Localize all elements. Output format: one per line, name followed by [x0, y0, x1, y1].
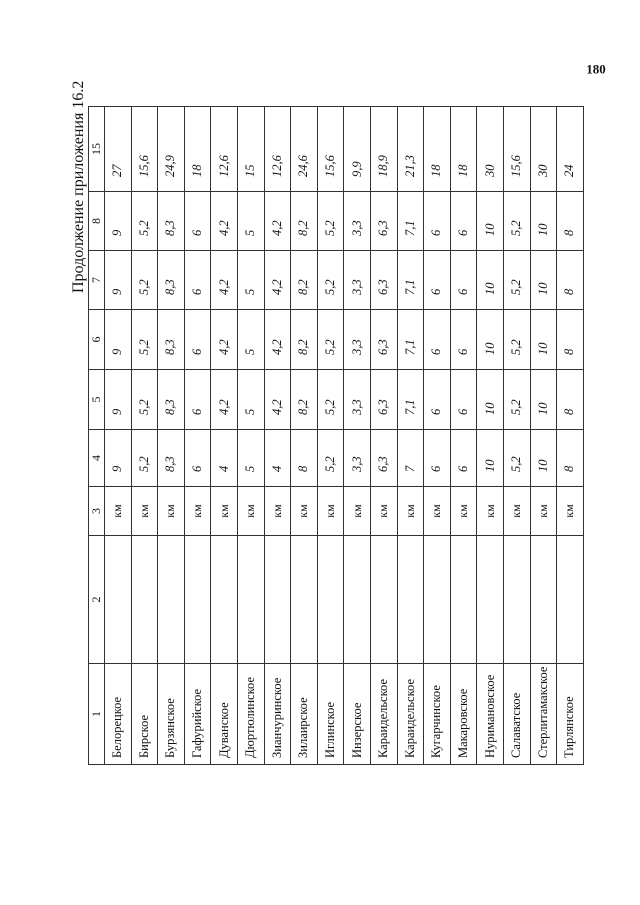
table-row: [105, 107, 132, 765]
value-cell: 6: [424, 370, 451, 430]
table-row: [158, 107, 185, 765]
col-header-6: 6: [89, 310, 105, 370]
value-cell: 8: [557, 310, 584, 370]
forestry-name-cell: Зианчуринское: [264, 664, 291, 765]
value-cell: 7,1: [397, 310, 424, 370]
value-cell: 7,1: [397, 370, 424, 430]
value-cell: 9: [105, 251, 132, 310]
empty-cell: [317, 536, 344, 664]
value-cell: 6: [450, 430, 477, 487]
value-cell: 3,3: [344, 370, 371, 430]
empty-cell: [370, 536, 397, 664]
unit-cell: км: [424, 487, 451, 536]
empty-cell: [211, 536, 238, 664]
value-cell: 6,3: [370, 430, 397, 487]
value-cell: 24: [557, 107, 584, 192]
value-cell: 6: [184, 251, 211, 310]
value-cell: 27: [105, 107, 132, 192]
value-cell: 15: [237, 107, 264, 192]
empty-cell: [131, 536, 158, 664]
col-header-5: 5: [89, 370, 105, 430]
table-row: [424, 107, 451, 765]
unit-cell: км: [291, 487, 318, 536]
value-cell: 8,2: [291, 310, 318, 370]
table-row: [344, 107, 371, 765]
value-cell: 10: [477, 370, 504, 430]
value-cell: 5,2: [131, 251, 158, 310]
unit-cell: км: [105, 487, 132, 536]
value-cell: 4,2: [211, 310, 238, 370]
forestry-name-cell: Бурзянское: [158, 664, 185, 765]
column-number-row: [89, 107, 105, 765]
table-row: [477, 107, 504, 765]
value-cell: 6,3: [370, 310, 397, 370]
value-cell: 18,9: [370, 107, 397, 192]
table-row: [397, 107, 424, 765]
unit-cell: км: [211, 487, 238, 536]
value-cell: 6: [424, 251, 451, 310]
value-cell: 6: [184, 192, 211, 251]
empty-cell: [397, 536, 424, 664]
page-number: 180: [586, 61, 606, 77]
value-cell: 5,2: [317, 430, 344, 487]
unit-cell: км: [370, 487, 397, 536]
value-cell: 6: [450, 251, 477, 310]
forestry-name-cell: Инзерское: [344, 664, 371, 765]
table-row: [237, 107, 264, 765]
value-cell: 4,2: [264, 310, 291, 370]
value-cell: 6: [184, 370, 211, 430]
value-cell: 6,3: [370, 370, 397, 430]
value-cell: 5,2: [131, 370, 158, 430]
value-cell: 9: [105, 310, 132, 370]
value-cell: 6: [450, 192, 477, 251]
unit-cell: км: [158, 487, 185, 536]
forestry-name-cell: Караидельское: [397, 664, 424, 765]
value-cell: 3,3: [344, 192, 371, 251]
value-cell: 3,3: [344, 251, 371, 310]
forestry-name-cell: Стерлитамакское: [530, 664, 557, 765]
empty-cell: [237, 536, 264, 664]
unit-cell: км: [131, 487, 158, 536]
value-cell: 30: [530, 107, 557, 192]
col-header-8: 8: [89, 192, 105, 251]
table-row: [557, 107, 584, 765]
value-cell: 6: [450, 370, 477, 430]
table-row: [131, 107, 158, 765]
forestry-name-cell: Караидельское: [370, 664, 397, 765]
value-cell: 5,2: [131, 430, 158, 487]
value-cell: 5,2: [131, 192, 158, 251]
value-cell: 24,6: [291, 107, 318, 192]
value-cell: 4,2: [264, 251, 291, 310]
value-cell: 9,9: [344, 107, 371, 192]
value-cell: 9: [105, 192, 132, 251]
unit-cell: км: [503, 487, 530, 536]
value-cell: 8,2: [291, 192, 318, 251]
forestry-name-cell: Дуванское: [211, 664, 238, 765]
value-cell: 15,6: [503, 107, 530, 192]
value-cell: 5,2: [317, 370, 344, 430]
value-cell: 8: [557, 251, 584, 310]
col-header-3: 3: [89, 487, 105, 536]
empty-cell: [477, 536, 504, 664]
value-cell: 4,2: [211, 251, 238, 310]
value-cell: 5,2: [503, 430, 530, 487]
value-cell: 8,3: [158, 310, 185, 370]
value-cell: 30: [477, 107, 504, 192]
value-cell: 5: [237, 251, 264, 310]
empty-cell: [344, 536, 371, 664]
value-cell: 9: [105, 370, 132, 430]
forestry-name-cell: Макаровское: [450, 664, 477, 765]
col-header-15: 15: [89, 107, 105, 192]
value-cell: 10: [530, 310, 557, 370]
col-header-4: 4: [89, 430, 105, 487]
continuation-header: Продолжение приложения 16.2: [70, 80, 87, 293]
value-cell: 3,3: [344, 310, 371, 370]
value-cell: 4,2: [211, 192, 238, 251]
value-cell: 5,2: [317, 251, 344, 310]
forestry-table: [88, 106, 584, 765]
table-row: [317, 107, 344, 765]
unit-cell: км: [237, 487, 264, 536]
forestry-name-cell: Белорецкое: [105, 664, 132, 765]
table-row: [211, 107, 238, 765]
value-cell: 4: [264, 430, 291, 487]
value-cell: 10: [530, 251, 557, 310]
value-cell: 10: [477, 430, 504, 487]
value-cell: 5,2: [317, 310, 344, 370]
col-header-2: 2: [89, 536, 105, 664]
value-cell: 5: [237, 310, 264, 370]
value-cell: 8,3: [158, 192, 185, 251]
unit-cell: км: [530, 487, 557, 536]
forestry-name-cell: Гафурийское: [184, 664, 211, 765]
value-cell: 10: [477, 192, 504, 251]
value-cell: 8,3: [158, 430, 185, 487]
table-row: [503, 107, 530, 765]
unit-cell: км: [397, 487, 424, 536]
value-cell: 8: [557, 430, 584, 487]
forestry-name-cell: Тирлянское: [557, 664, 584, 765]
value-cell: 12,6: [211, 107, 238, 192]
value-cell: 5: [237, 370, 264, 430]
forestry-name-cell: Иглинское: [317, 664, 344, 765]
unit-cell: км: [344, 487, 371, 536]
value-cell: 6: [424, 192, 451, 251]
value-cell: 4,2: [264, 370, 291, 430]
value-cell: 5,2: [503, 310, 530, 370]
value-cell: 8: [291, 430, 318, 487]
forestry-name-cell: Дюртюлинское: [237, 664, 264, 765]
value-cell: 10: [477, 251, 504, 310]
value-cell: 7,1: [397, 251, 424, 310]
value-cell: 6: [424, 430, 451, 487]
value-cell: 8,2: [291, 251, 318, 310]
value-cell: 10: [530, 430, 557, 487]
value-cell: 10: [477, 310, 504, 370]
table-body: [105, 107, 584, 765]
empty-cell: [557, 536, 584, 664]
value-cell: 7,1: [397, 192, 424, 251]
forestry-name-cell: Салаватское: [503, 664, 530, 765]
table-row: [450, 107, 477, 765]
value-cell: 21,3: [397, 107, 424, 192]
empty-cell: [264, 536, 291, 664]
unit-cell: км: [317, 487, 344, 536]
value-cell: 6,3: [370, 192, 397, 251]
value-cell: 5,2: [317, 192, 344, 251]
value-cell: 5: [237, 192, 264, 251]
value-cell: 15,6: [317, 107, 344, 192]
value-cell: 9: [105, 430, 132, 487]
unit-cell: км: [557, 487, 584, 536]
value-cell: 5,2: [503, 370, 530, 430]
value-cell: 6: [450, 310, 477, 370]
value-cell: 4,2: [211, 370, 238, 430]
unit-cell: км: [450, 487, 477, 536]
value-cell: 4,2: [264, 192, 291, 251]
table-row: [370, 107, 397, 765]
unit-cell: км: [264, 487, 291, 536]
forestry-name-cell: Бирское: [131, 664, 158, 765]
value-cell: 18: [450, 107, 477, 192]
col-header-1: 1: [89, 664, 105, 765]
unit-cell: км: [477, 487, 504, 536]
value-cell: 8,3: [158, 370, 185, 430]
value-cell: 7: [397, 430, 424, 487]
value-cell: 8,3: [158, 251, 185, 310]
forestry-name-cell: Нуримановское: [477, 664, 504, 765]
value-cell: 6,3: [370, 251, 397, 310]
value-cell: 6: [184, 310, 211, 370]
value-cell: 6: [424, 310, 451, 370]
value-cell: 8: [557, 370, 584, 430]
value-cell: 10: [530, 370, 557, 430]
value-cell: 5: [237, 430, 264, 487]
value-cell: 10: [530, 192, 557, 251]
table-row: [291, 107, 318, 765]
empty-cell: [291, 536, 318, 664]
empty-cell: [184, 536, 211, 664]
unit-cell: км: [184, 487, 211, 536]
empty-cell: [158, 536, 185, 664]
value-cell: 12,6: [264, 107, 291, 192]
value-cell: 18: [184, 107, 211, 192]
value-cell: 5,2: [503, 251, 530, 310]
empty-cell: [424, 536, 451, 664]
value-cell: 18: [424, 107, 451, 192]
table-row: [530, 107, 557, 765]
value-cell: 8: [557, 192, 584, 251]
value-cell: 5,2: [503, 192, 530, 251]
value-cell: 3,3: [344, 430, 371, 487]
table-row: [184, 107, 211, 765]
value-cell: 24,9: [158, 107, 185, 192]
empty-cell: [530, 536, 557, 664]
empty-cell: [105, 536, 132, 664]
forestry-name-cell: Кугарчинское: [424, 664, 451, 765]
col-header-7: 7: [89, 251, 105, 310]
value-cell: 5,2: [131, 310, 158, 370]
table-row: [264, 107, 291, 765]
value-cell: 6: [184, 430, 211, 487]
empty-cell: [450, 536, 477, 664]
empty-cell: [503, 536, 530, 664]
value-cell: 4: [211, 430, 238, 487]
forestry-name-cell: Зилаирское: [291, 664, 318, 765]
value-cell: 15,6: [131, 107, 158, 192]
value-cell: 8,2: [291, 370, 318, 430]
